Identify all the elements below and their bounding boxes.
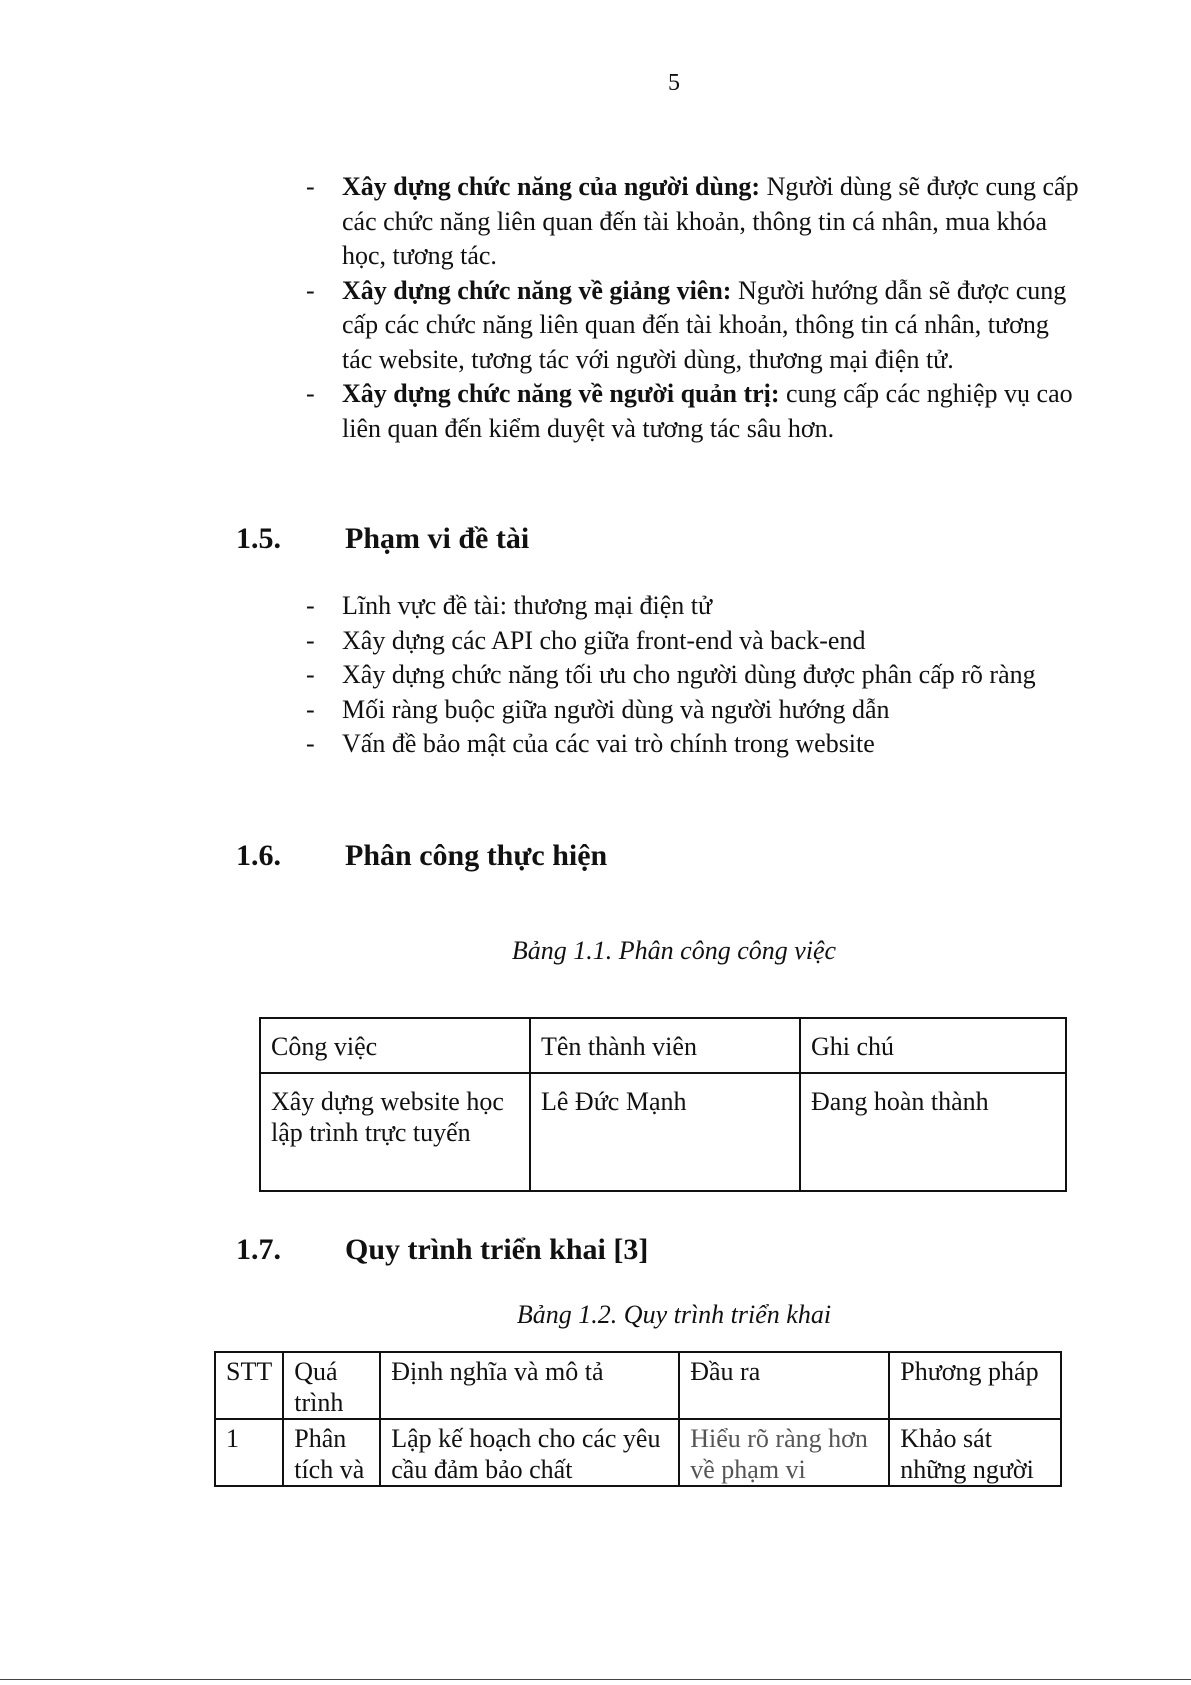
- table-header-cell: Công việc: [260, 1018, 530, 1073]
- table-cell: Xây dựng website học lập trình trực tuyến: [260, 1073, 530, 1191]
- table-header-row: [215, 1352, 1061, 1419]
- list-item: - Vấn đề bảo mật của các vai trò chính trong website: [300, 727, 1080, 762]
- table-header-cell: Tên thành viên: [530, 1018, 800, 1073]
- table-caption: Bảng 1.1. Phân công công việc: [511, 936, 837, 965]
- section-number: 1.6.: [236, 839, 281, 872]
- item-bold-label: Xây dựng chức năng về giảng viên:: [342, 275, 732, 305]
- list-item: [300, 170, 1080, 274]
- section-title: Phạm vi đề tài: [345, 522, 530, 555]
- section-heading-1-7: [236, 1233, 648, 1267]
- section-heading-1-5: [236, 522, 529, 556]
- table-row: [260, 1073, 1066, 1191]
- section-title: Quy trình triển khai [3]: [345, 1233, 649, 1266]
- table-cell: Lê Đức Mạnh: [530, 1073, 800, 1191]
- table-header-cell: Ghi chú: [800, 1018, 1066, 1073]
- table-caption: Bảng 1.2. Quy trình triển khai: [516, 1300, 832, 1329]
- table-cell: Hiểu rõ ràng hơn về phạm vi: [679, 1419, 889, 1486]
- table-header-row: [260, 1018, 1066, 1073]
- functions-list: [300, 170, 1080, 446]
- table-cell: Lập kế hoạch cho các yêu cầu đảm bảo chất: [380, 1419, 679, 1486]
- table-header-cell: Phương pháp: [889, 1352, 1061, 1419]
- list-item: - Mối ràng buộc giữa người dùng và người hướng dẫn: [300, 693, 1080, 728]
- item-text: Người hướng dẫn sẽ được cung cấp các chức năng liên quan đến tài khoản, thông tin cá nhân, tương tác website, tương tác với người dùng, thương mại điện tử.: [342, 275, 1067, 374]
- list-item: - Xây dựng chức năng tối ưu cho người dùng được phân cấp rõ ràng: [300, 658, 1080, 693]
- item-bold-label: Xây dựng chức năng của người dùng:: [342, 172, 761, 201]
- table-header-cell: Đầu ra: [679, 1352, 889, 1419]
- assignment-table: [259, 1017, 1067, 1192]
- list-item: [300, 274, 1080, 378]
- table-cell: 1: [215, 1419, 283, 1486]
- section-number: 1.7.: [236, 1233, 281, 1266]
- list-item: - Lĩnh vực đề tài: thương mại điện tử: [300, 589, 1080, 624]
- page-bottom-border: [0, 1679, 1191, 1680]
- item-text: cung cấp các nghiệp vụ cao liên quan đến kiểm duyệt và tương tác sâu hơn.: [342, 379, 1073, 443]
- table-cell: Phân tích và: [283, 1419, 380, 1486]
- section-title: Phân công thực hiện: [345, 839, 608, 872]
- table-cell: Khảo sát những người: [889, 1419, 1061, 1486]
- table-cell: Đang hoàn thành: [800, 1073, 1066, 1191]
- section-number: 1.5.: [236, 522, 281, 555]
- item-text: Người dùng sẽ được cung cấp các chức năng liên quan đến tài khoản, thông tin cá nhân, mua khóa học, tương tác.: [342, 172, 1079, 270]
- scope-list: [300, 589, 1080, 762]
- table-row: [215, 1419, 1061, 1486]
- section-heading-1-6: [236, 839, 607, 873]
- list-item: [300, 377, 1080, 446]
- process-table: [214, 1351, 1062, 1487]
- table-header-cell: STT: [215, 1352, 283, 1419]
- table-header-cell: Quá trình: [283, 1352, 380, 1419]
- item-bold-label: Xây dựng chức năng về người quản trị:: [342, 379, 780, 408]
- page-number: 5: [668, 70, 680, 96]
- list-item: - Xây dựng các API cho giữa front-end và back-end: [300, 624, 1080, 659]
- table-header-cell: Định nghĩa và mô tả: [380, 1352, 679, 1419]
